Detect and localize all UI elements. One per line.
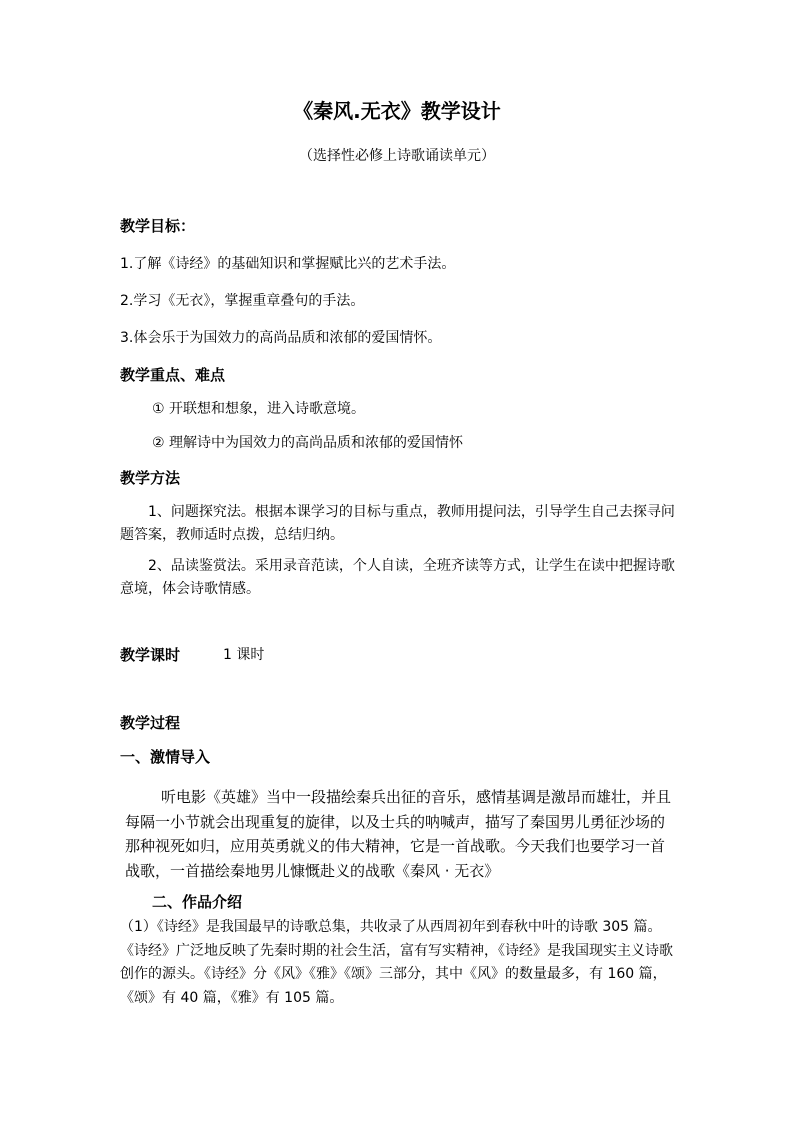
key-point-item: ② 理解诗中为国效力的高尚品质和浓郁的爱国情怀 xyxy=(152,435,463,451)
method-paragraph: 1、问题探究法。根据本课学习的目标与重点，教师用提问法，引导学生自己去探寻问题答案，教师适时点拨，总结归纳。 xyxy=(120,504,675,543)
section-paragraph: （1）《诗经》是我国最早的诗歌总集，共收录了从西周初年到春秋中叶的诗歌 305 篇。《诗经》广泛地反映了先秦时期的社会生活，富有写实精神，《诗经》是我国现实主义诗歌创作的源头。《诗经》分《风》《雅》《颂》三部分，其中《风》的数量最多，有 160 篇，《颂》有 40 篇，《雅》有 105 篇。 xyxy=(120,919,673,1006)
class-hours-label: 教学课时 xyxy=(120,646,181,664)
document-subtitle: （选择性必修上诗歌诵读单元） xyxy=(299,148,495,164)
document-title: 《秦风.无衣》教学设计 xyxy=(293,99,501,123)
objective-item: 1.了解《诗经》的基础知识和掌握赋比兴的艺术手法。 xyxy=(120,256,456,272)
key-point-item: ① 开联想和想象，进入诗歌意境。 xyxy=(152,401,366,417)
section-paragraph: 听电影《英雄》当中一段描绘秦兵出征的音乐，感情基调是激昂而雄壮，并且每隔一小节就会出现重复的旋律，以及士兵的呐喊声，描写了秦国男儿勇征沙场的那种视死如归，应用英勇就义的伟大精神，它是一首战歌。今天我们也要学习一首战歌，一首描绘秦地男儿慷慨赴义的战歌《秦风 · 无衣》 xyxy=(125,788,672,880)
methods-heading: 教学方法 xyxy=(120,469,181,487)
class-hours-value: 1 课时 xyxy=(223,647,265,663)
section-heading: 二、作品介绍 xyxy=(152,893,243,911)
objective-item: 2.学习《无衣》，掌握重章叠句的手法。 xyxy=(120,293,365,309)
objectives-heading: 教学目标： xyxy=(120,217,196,235)
key-points-heading: 教学重点、难点 xyxy=(120,366,226,384)
section-heading: 一、激情导入 xyxy=(120,748,211,766)
method-paragraph: 2、品读鉴赏法。采用录音范读，个人自读，全班齐读等方式，让学生在读中把握诗歌意境，体会诗歌情感。 xyxy=(120,558,675,597)
process-heading: 教学过程 xyxy=(120,714,181,732)
objective-item: 3.体会乐于为国效力的高尚品质和浓郁的爱国情怀。 xyxy=(120,330,442,346)
